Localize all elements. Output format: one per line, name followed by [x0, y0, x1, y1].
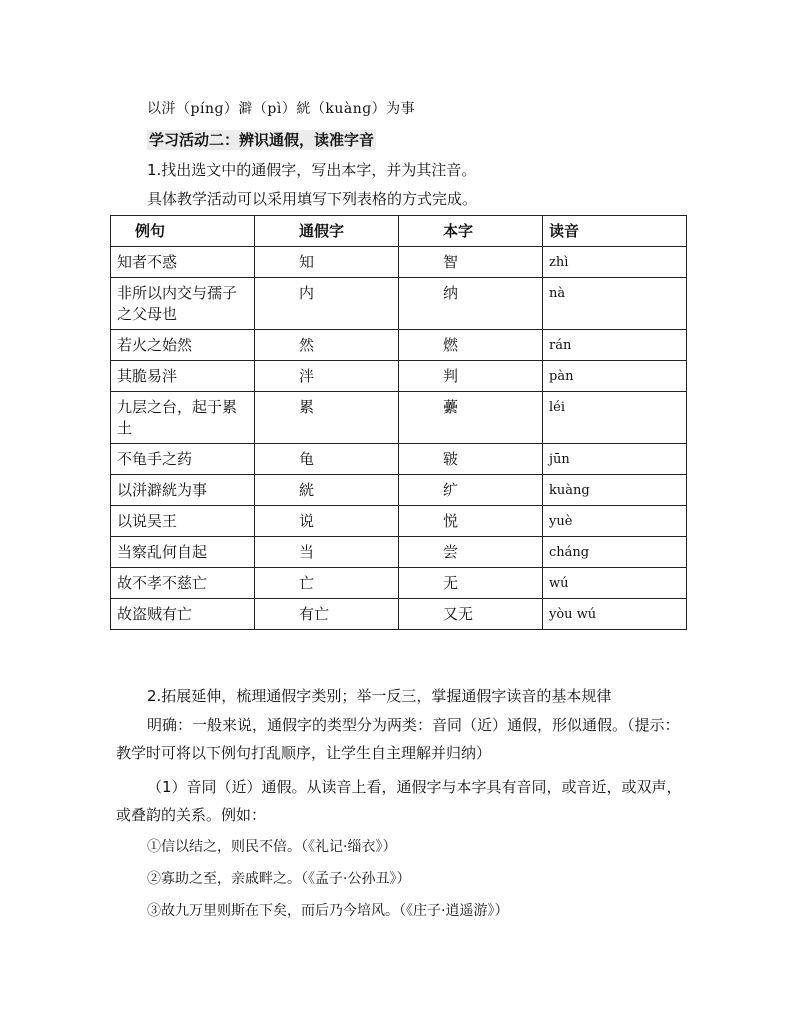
cell-benzi: 纩 [399, 475, 543, 506]
task2-instruction: 2.拓展延伸，梳理通假字类别；举一反三，掌握通假字读音的基本规律 [147, 687, 612, 705]
cell-example: 以洴澼絖为事 [111, 475, 255, 506]
table-row [111, 506, 687, 537]
header-benzi: 本字 [399, 216, 543, 247]
cell-tongjia: 说 [255, 506, 399, 537]
cell-benzi: 尝 [399, 537, 543, 568]
cell-example: 其脆易泮 [111, 361, 255, 392]
point1-line-2: 或叠韵的关系。例如： [116, 806, 267, 824]
cell-example: 以说吴王 [111, 506, 255, 537]
cell-duyin: rán [543, 330, 687, 361]
header-tongjia: 通假字 [255, 216, 399, 247]
cell-benzi: 智 [399, 247, 543, 278]
table-row [111, 537, 687, 568]
cell-duyin: léi [543, 392, 687, 444]
cell-duyin: nà [543, 278, 687, 330]
task1-instruction: 1.找出选文中的通假字，写出本字，并为其注音。 [147, 161, 477, 179]
table-row [111, 392, 687, 444]
table-row [111, 444, 687, 475]
cell-tongjia: 有亡 [255, 599, 399, 630]
cell-benzi: 无 [399, 568, 543, 599]
top-line: 以洴（pínɡ）澼（pì）絖（kuànɡ）为事 [147, 101, 416, 117]
cell-tongjia: 然 [255, 330, 399, 361]
table-body [111, 247, 687, 630]
cell-example: 知者不惑 [111, 247, 255, 278]
tongjia-table [110, 215, 687, 630]
table-row [111, 475, 687, 506]
cell-benzi: 又无 [399, 599, 543, 630]
table-row [111, 330, 687, 361]
cell-benzi: 悦 [399, 506, 543, 537]
cell-benzi: 燃 [399, 330, 543, 361]
cell-tongjia: 絖 [255, 475, 399, 506]
cell-tongjia: 当 [255, 537, 399, 568]
cell-duyin: pàn [543, 361, 687, 392]
cell-benzi: 判 [399, 361, 543, 392]
cell-example: 当察乱何自起 [111, 537, 255, 568]
cell-duyin: yòu wú [543, 599, 687, 630]
cell-example: 不龟手之药 [111, 444, 255, 475]
cell-example: 若火之始然 [111, 330, 255, 361]
table-header-row [111, 216, 687, 247]
table-row [111, 568, 687, 599]
cell-tongjia: 知 [255, 247, 399, 278]
header-duyin: 读音 [543, 216, 687, 247]
task1-note: 具体教学活动可以采用填写下列表格的方式完成。 [147, 190, 478, 208]
cell-tongjia: 累 [255, 392, 399, 444]
activity-heading: 学习活动二：辨识通假，读准字音 [149, 131, 375, 149]
cell-benzi: 虆 [399, 392, 543, 444]
table-row [111, 278, 687, 330]
cell-duyin: yuè [543, 506, 687, 537]
cell-duyin: kuàng [543, 475, 687, 506]
cell-benzi: 皲 [399, 444, 543, 475]
example-2: ②寡助之至，亲戚畔之。（《孟子·公孙丑》） [147, 871, 411, 887]
cell-example: 九层之台，起于累土 [111, 392, 255, 444]
cell-example: 故盗贼有亡 [111, 599, 255, 630]
cell-example: 非所以内交与孺子之父母也 [111, 278, 255, 330]
cell-tongjia: 内 [255, 278, 399, 330]
header-example: 例句 [111, 216, 255, 247]
cell-duyin: cháng [543, 537, 687, 568]
cell-duyin: zhì [543, 247, 687, 278]
cell-example: 故不孝不慈亡 [111, 568, 255, 599]
example-3: ③故九万里则斯在下矣，而后乃今培风。（《庄子·逍遥游》） [147, 903, 509, 919]
cell-tongjia: 亡 [255, 568, 399, 599]
table-row [111, 361, 687, 392]
example-1: ①信以结之，则民不倍。（《礼记·缁衣》） [147, 839, 397, 855]
clarify-line-2: 教学时可将以下例句打乱顺序，让学生自主理解并归纳） [116, 744, 492, 762]
point1-line-1: （1）音同（近）通假。从读音上看，通假字与本字具有音同，或音近，或双声， [147, 778, 682, 796]
cell-benzi: 纳 [399, 278, 543, 330]
cell-duyin: wú [543, 568, 687, 599]
table-row [111, 247, 687, 278]
cell-tongjia: 泮 [255, 361, 399, 392]
cell-tongjia: 龟 [255, 444, 399, 475]
cell-duyin: jūn [543, 444, 687, 475]
clarify-line-1: 明确：一般来说，通假字的类型分为两类：音同（近）通假，形似通假。（提示： [147, 716, 680, 734]
table-row [111, 599, 687, 630]
